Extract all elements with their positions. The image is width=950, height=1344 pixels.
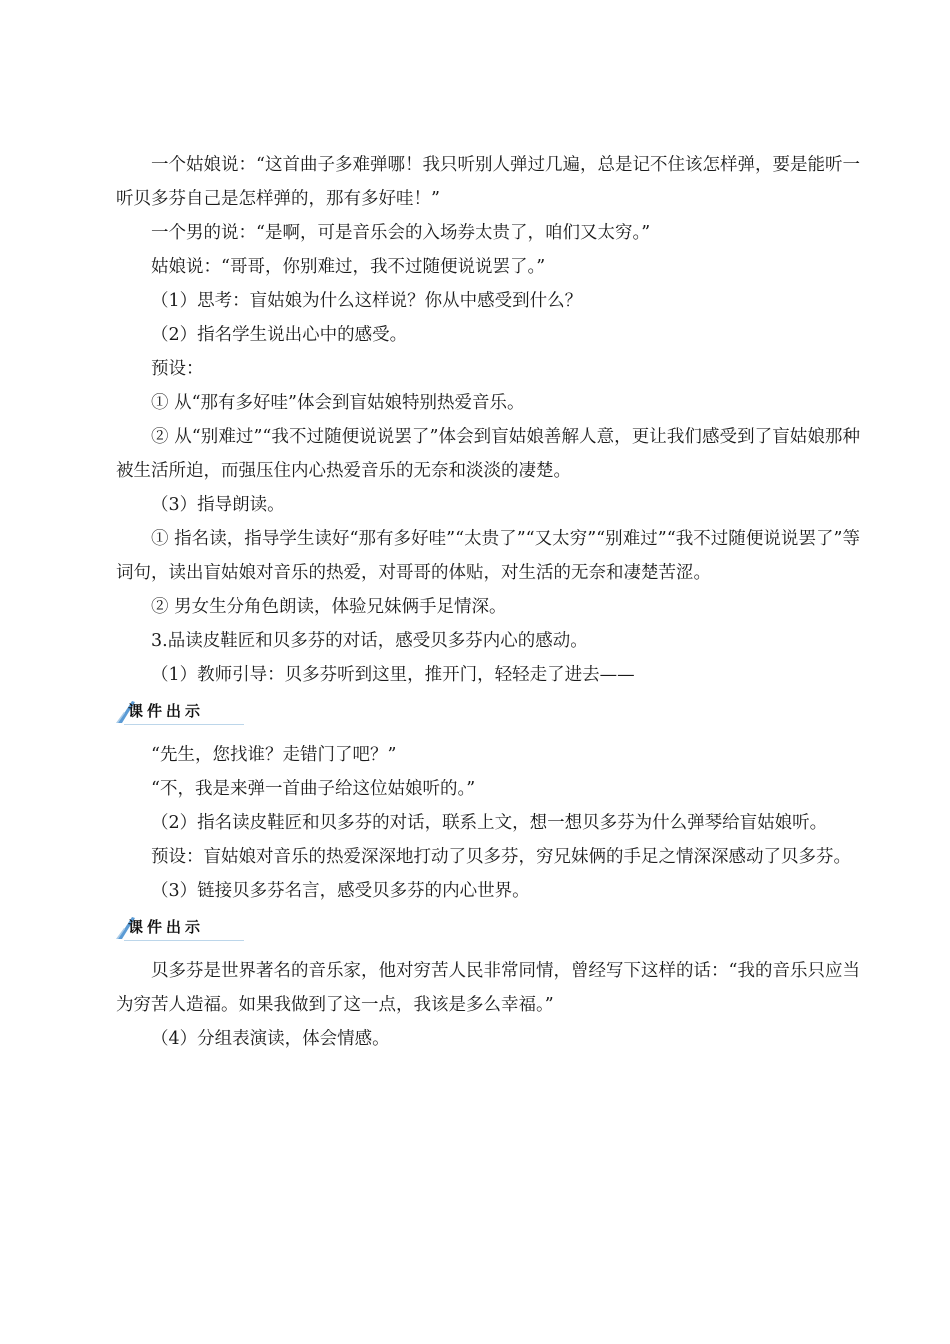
paragraph: 一个男的说：“是啊，可是音乐会的入场券太贵了，咱们又太穷。” <box>151 223 651 243</box>
paragraph: “不，我是来弹一首曲子给这位姑娘听的。” <box>151 779 476 799</box>
paragraph: （4）分组表演读，体会情感。 <box>151 1029 390 1049</box>
paragraph: 3.品读皮鞋匠和贝多芬的对话，感受贝多芬内心的感动。 <box>151 631 588 651</box>
paragraph: （3）链接贝多芬名言，感受贝多芬的内心世界。 <box>151 881 530 901</box>
paragraph: “先生，您找谁？走错门了吧？” <box>151 745 397 765</box>
paragraph: 预设：盲姑娘对音乐的热爱深深地打动了贝多芬，穷兄妹俩的手足之情深深感动了贝多芬。 <box>151 847 851 867</box>
courseware-banner <box>116 694 860 728</box>
paragraph: ① 指名读，指导学生读好“那有多好哇”“太贵了”“又太穷”“别难过”“我不过随便说说罢了”等词句，读出盲姑娘对音乐的热爱，对哥哥的体贴，对生活的无奈和凄楚苦涩。 <box>116 529 860 583</box>
paragraph: （2）指名读皮鞋匠和贝多芬的对话，联系上文，想一想贝多芬为什么弹琴给盲姑娘听。 <box>151 813 828 833</box>
paragraph: （1）思考：盲姑娘为什么这样说？你从中感受到什么？ <box>151 291 583 311</box>
courseware-banner <box>116 910 860 944</box>
paragraph: （3）指导朗读。 <box>151 495 285 515</box>
banner-underline <box>124 724 244 725</box>
paragraph: （2）指名学生说出心中的感受。 <box>151 325 408 345</box>
paragraph: ① 从“那有多好哇”体会到盲姑娘特别热爱音乐。 <box>151 393 525 413</box>
paragraph: 一个姑娘说：“这首曲子多难弹哪！我只听别人弹过几遍，总是记不住该怎样弹，要是能听一听贝多芬自己是怎样弹的，那有多好哇！” <box>116 155 860 209</box>
banner-label: 课件出示 <box>128 702 205 720</box>
paragraph: 预设： <box>151 359 204 379</box>
paragraph: 姑娘说：“哥哥，你别难过，我不过随便说说罢了。” <box>151 257 546 277</box>
paragraph: 贝多芬是世界著名的音乐家，他对穷苦人民非常同情，曾经写下这样的话：“我的音乐只应当为穷苦人造福。如果我做到了这一点，我该是多么幸福。” <box>116 961 860 1015</box>
paragraph: （1）教师引导：贝多芬听到这里，推开门，轻轻走了进去—— <box>151 665 635 685</box>
document-page <box>116 148 860 1056</box>
paragraph: ② 男女生分角色朗读，体验兄妹俩手足情深。 <box>151 597 507 617</box>
banner-underline <box>124 940 244 941</box>
paragraph: ② 从“别难过”“我不过随便说说罢了”体会到盲姑娘善解人意，更让我们感受到了盲姑娘那种被生活所迫，而强压住内心热爱音乐的无奈和淡淡的凄楚。 <box>116 427 860 481</box>
banner-label: 课件出示 <box>128 918 205 936</box>
